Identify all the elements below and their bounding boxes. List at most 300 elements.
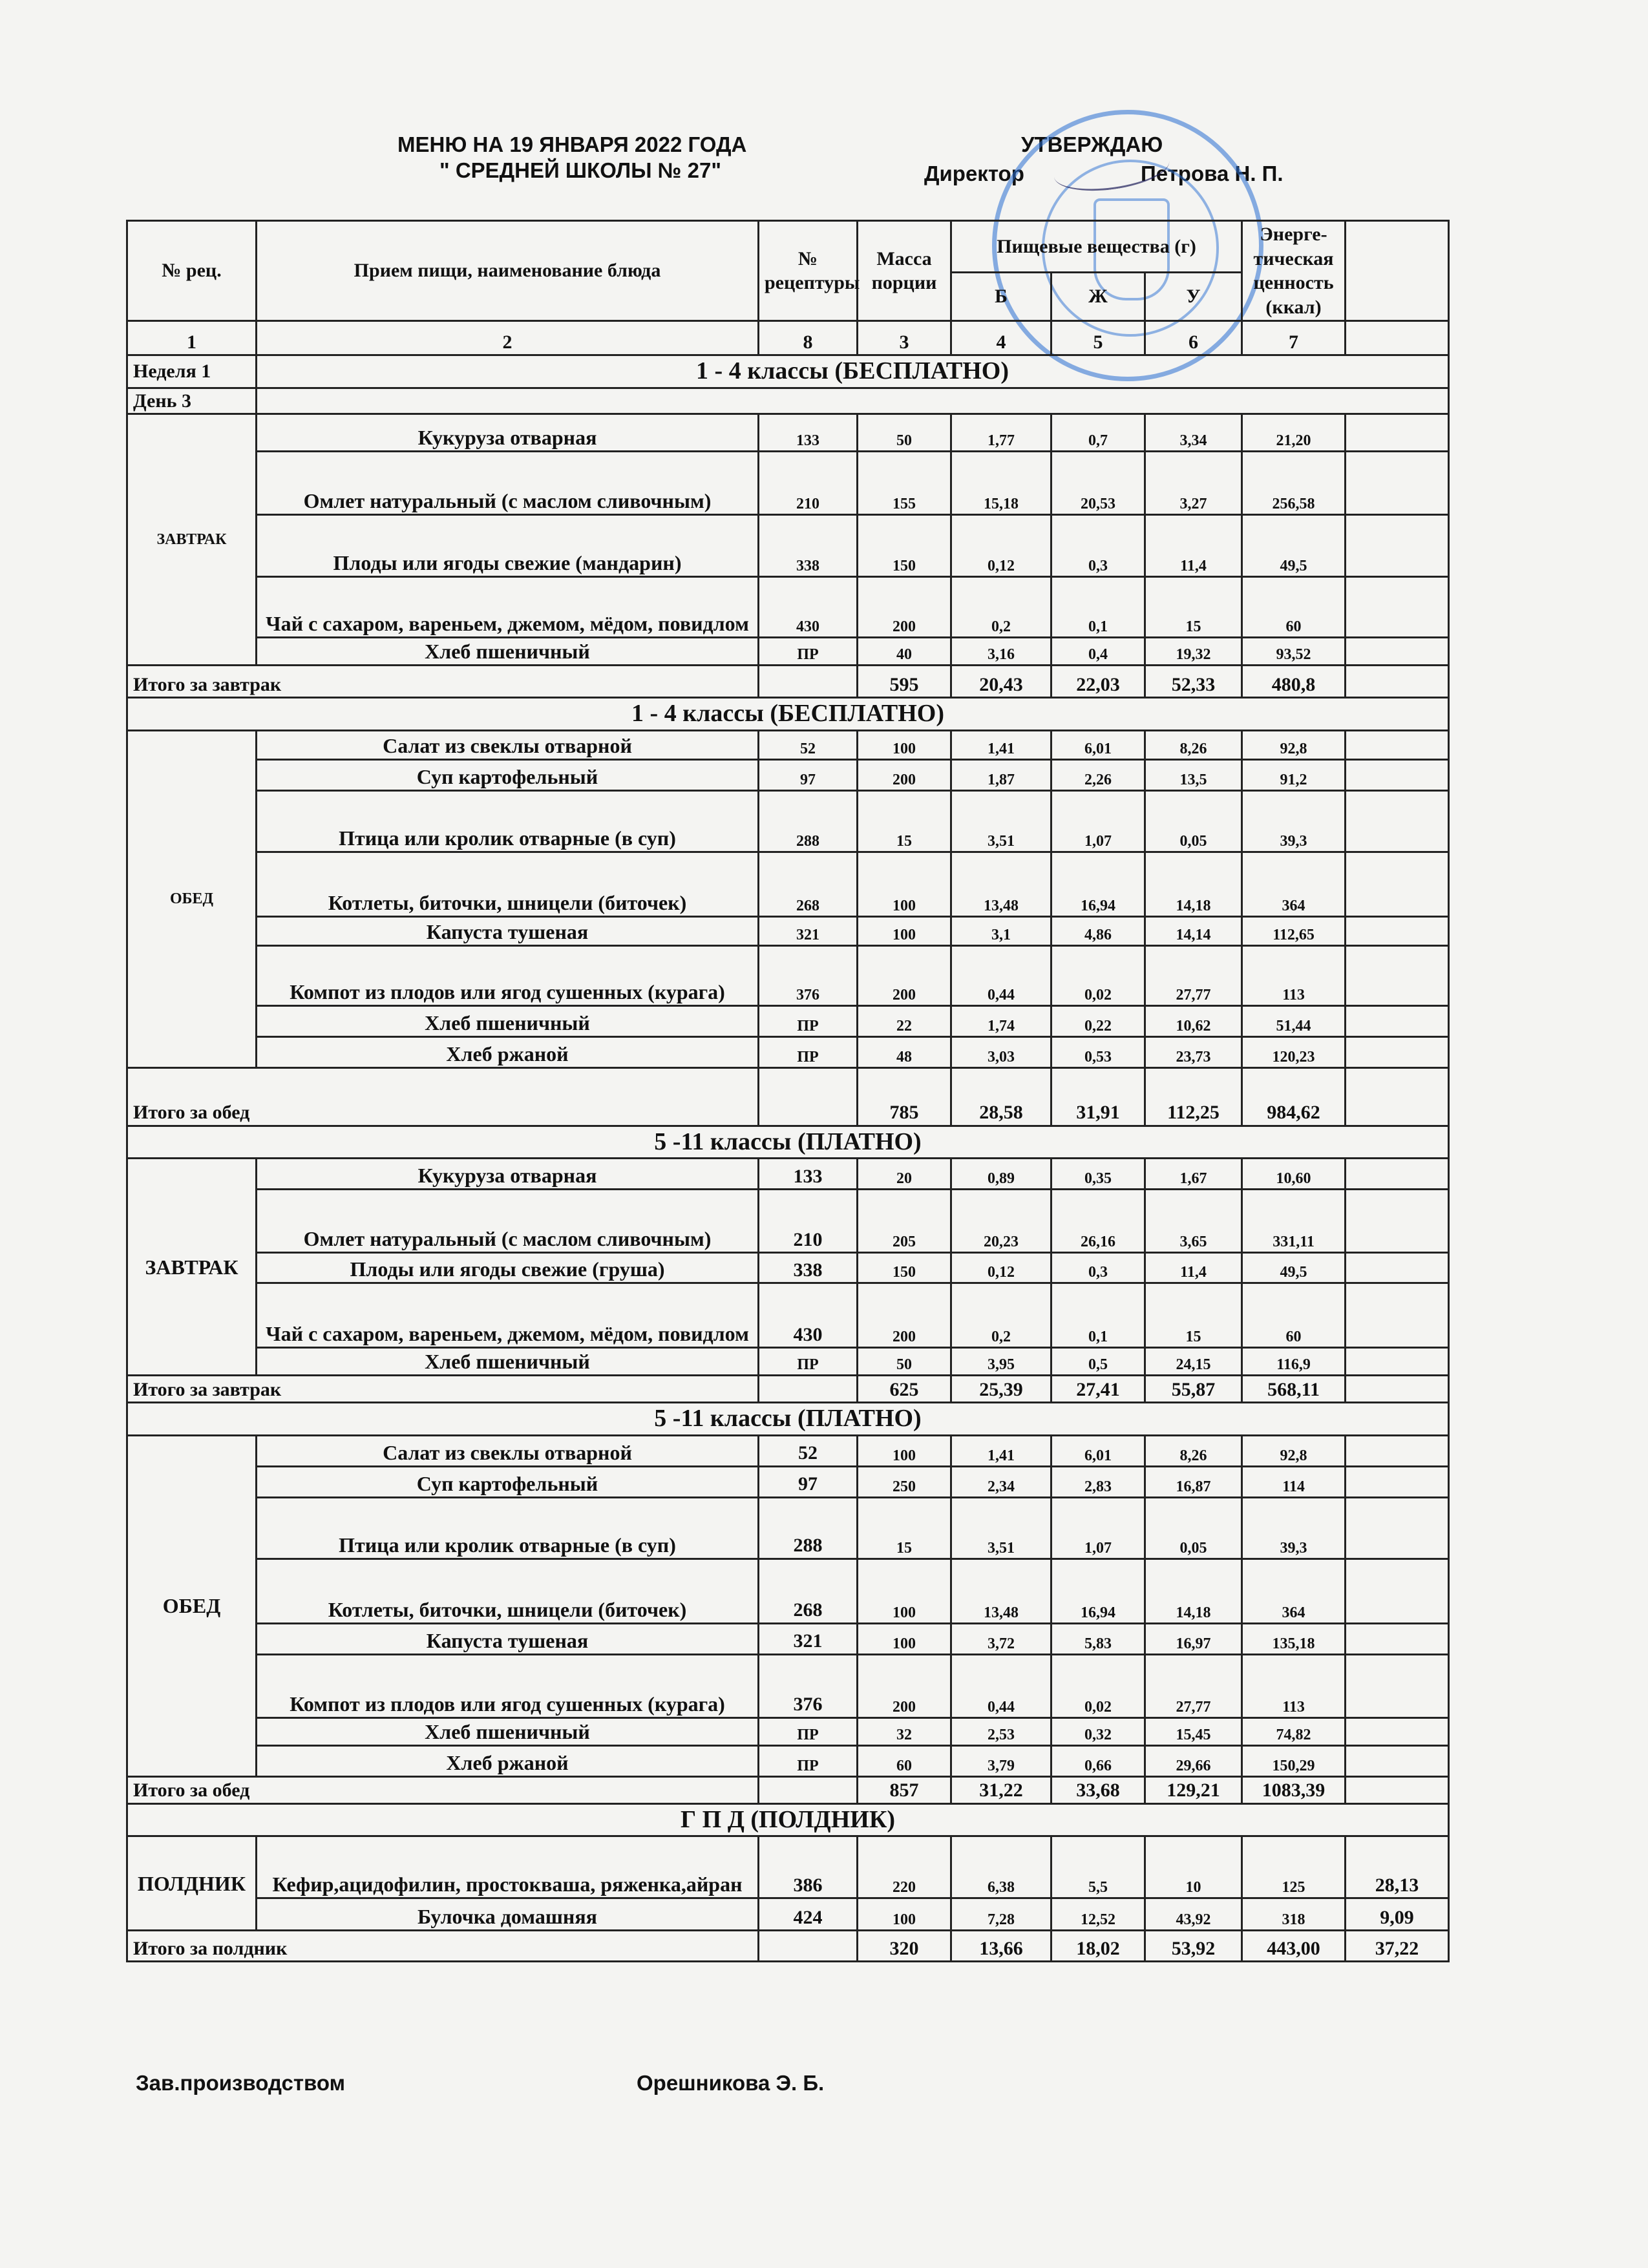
- value-cell: 13,48: [951, 1559, 1051, 1623]
- value-cell: 40: [858, 638, 951, 666]
- dish-name: Булочка домашняя: [257, 1898, 759, 1931]
- table-row: [127, 638, 1449, 666]
- value-cell: 0,1: [1051, 1283, 1145, 1348]
- dish-name: Салат из свеклы отварной: [257, 730, 759, 759]
- value-cell: 5,83: [1051, 1623, 1145, 1654]
- empty-cell: [1346, 945, 1449, 1005]
- value-cell: 200: [858, 577, 951, 638]
- total-label: Итого за обед: [127, 1067, 759, 1126]
- value-cell: 0,2: [951, 577, 1051, 638]
- total-value: 129,21: [1145, 1776, 1242, 1803]
- value-cell: 321: [759, 916, 858, 945]
- value-cell: ПР: [759, 1745, 858, 1776]
- table-row: [127, 1836, 1449, 1898]
- value-cell: 3,65: [1145, 1190, 1242, 1253]
- table-row: [127, 1005, 1449, 1036]
- value-cell: 50: [858, 1348, 951, 1376]
- total-value: 53,92: [1145, 1931, 1242, 1962]
- value-cell: 11,4: [1145, 1253, 1242, 1283]
- value-cell: 15: [1145, 577, 1242, 638]
- total-value: 28,58: [951, 1067, 1051, 1126]
- meal-label: ОБЕД: [127, 1435, 257, 1776]
- empty-cell: [1346, 1497, 1449, 1559]
- empty-cell: [1346, 1348, 1449, 1376]
- value-cell: 3,51: [951, 1497, 1051, 1559]
- total-value: 320: [858, 1931, 951, 1962]
- dish-name: Птица или кролик отварные (в суп): [257, 790, 759, 852]
- total-value: 443,00: [1242, 1931, 1346, 1962]
- value-cell: 200: [858, 1654, 951, 1717]
- value-cell: 16,94: [1051, 852, 1145, 916]
- value-cell: 318: [1242, 1898, 1346, 1931]
- empty-cell: [1346, 759, 1449, 790]
- value-cell: 22: [858, 1005, 951, 1036]
- value-cell: 0,1: [1051, 577, 1145, 638]
- value-cell: ПР: [759, 1348, 858, 1376]
- director-label: Директор: [924, 162, 1024, 185]
- value-cell: 24,15: [1145, 1348, 1242, 1376]
- value-cell: 4,86: [1051, 916, 1145, 945]
- value-cell: 0,22: [1051, 1005, 1145, 1036]
- dish-name: Кефир,ацидофилин, простокваша, ряженка,айран: [257, 1836, 759, 1898]
- value-cell: 0,02: [1051, 1654, 1145, 1717]
- table-row: [127, 916, 1449, 945]
- empty-cell: [1346, 730, 1449, 759]
- value-cell: 0,3: [1051, 1253, 1145, 1283]
- total-value: 33,68: [1051, 1776, 1145, 1803]
- value-cell: 14,14: [1145, 916, 1242, 945]
- meal-label: ОБЕД: [127, 730, 257, 1067]
- col-head-num: № рец.: [127, 221, 257, 321]
- col-head-u: У: [1145, 273, 1242, 321]
- lunch-1-4: [127, 730, 1449, 1067]
- value-cell: 364: [1242, 1559, 1346, 1623]
- value-cell: 97: [759, 1466, 858, 1497]
- total-value: 480,8: [1242, 666, 1346, 698]
- col-number: 7: [1242, 321, 1346, 355]
- total-value: 568,11: [1242, 1376, 1346, 1403]
- total-row: [127, 666, 1449, 698]
- table-row: [127, 1466, 1449, 1497]
- dish-name: Суп картофельный: [257, 1466, 759, 1497]
- value-cell: 20: [858, 1159, 951, 1190]
- dish-name: Омлет натуральный (с маслом сливочным): [257, 1190, 759, 1253]
- value-cell: 0,44: [951, 1654, 1051, 1717]
- empty-cell: [1346, 414, 1449, 452]
- empty-cell: [1346, 577, 1449, 638]
- value-cell: 5,5: [1051, 1836, 1145, 1898]
- col-number: 1: [127, 321, 257, 355]
- value-cell: 210: [759, 1190, 858, 1253]
- table-row: [127, 1348, 1449, 1376]
- value-cell: 3,95: [951, 1348, 1051, 1376]
- value-cell: 112,65: [1242, 916, 1346, 945]
- day-label: День 3: [127, 388, 257, 414]
- dish-name: Котлеты, биточки, шницели (биточек): [257, 852, 759, 916]
- value-cell: 19,32: [1145, 638, 1242, 666]
- value-cell: 150,29: [1242, 1745, 1346, 1776]
- value-cell: 12,52: [1051, 1898, 1145, 1931]
- value-cell: 27,77: [1145, 1654, 1242, 1717]
- empty-cell: [759, 1067, 858, 1126]
- value-cell: 100: [858, 852, 951, 916]
- value-cell: 1,07: [1051, 1497, 1145, 1559]
- col-head-zh: Ж: [1051, 273, 1145, 321]
- table-row: [127, 790, 1449, 852]
- value-cell: 14,18: [1145, 1559, 1242, 1623]
- empty-cell: [1346, 1717, 1449, 1745]
- dish-name: Птица или кролик отварные (в суп): [257, 1497, 759, 1559]
- value-cell: 288: [759, 790, 858, 852]
- col-number: 3: [858, 321, 951, 355]
- col-number: 2: [257, 321, 759, 355]
- value-cell: 364: [1242, 852, 1346, 916]
- dish-name: Кукуруза отварная: [257, 1159, 759, 1190]
- value-cell: 52: [759, 730, 858, 759]
- value-cell: ПР: [759, 638, 858, 666]
- empty-cell: [1346, 790, 1449, 852]
- value-cell: 338: [759, 1253, 858, 1283]
- table-row: [127, 945, 1449, 1005]
- total-value: 18,02: [1051, 1931, 1145, 1962]
- value-cell: 321: [759, 1623, 858, 1654]
- value-cell: 150: [858, 1253, 951, 1283]
- total-value: 20,43: [951, 666, 1051, 698]
- value-cell: 113: [1242, 1654, 1346, 1717]
- breakfast-1-4-total: [127, 666, 1449, 698]
- value-cell: 7,28: [951, 1898, 1051, 1931]
- value-cell: 100: [858, 1435, 951, 1466]
- value-cell: 3,34: [1145, 414, 1242, 452]
- col-head-extra: [1346, 221, 1449, 321]
- col-number: 4: [951, 321, 1051, 355]
- total-value: 31,22: [951, 1776, 1051, 1803]
- table-row: [127, 1159, 1449, 1190]
- dish-name: Капуста тушеная: [257, 916, 759, 945]
- section-heading: 5 -11 классы (ПЛАТНО): [127, 1403, 1449, 1436]
- total-value: 984,62: [1242, 1067, 1346, 1126]
- section-heading: 1 - 4 классы (БЕСПЛАТНО): [257, 355, 1449, 388]
- empty-cell: [1346, 1005, 1449, 1036]
- value-cell: 100: [858, 1898, 951, 1931]
- total-value: 22,03: [1051, 666, 1145, 698]
- value-cell: 2,26: [1051, 759, 1145, 790]
- total-row: [127, 1067, 1449, 1126]
- value-cell: 120,23: [1242, 1036, 1346, 1067]
- empty-cell: [1346, 852, 1449, 916]
- total-label: Итого за завтрак: [127, 666, 759, 698]
- dish-name: Капуста тушеная: [257, 1623, 759, 1654]
- empty-cell: [759, 1931, 858, 1962]
- empty-cell: [759, 666, 858, 698]
- table-row: [127, 759, 1449, 790]
- total-row: [127, 1376, 1449, 1403]
- snack-total: [127, 1931, 1449, 1962]
- col-head-recipe: № рецептуры: [759, 221, 858, 321]
- value-cell: 13,48: [951, 852, 1051, 916]
- value-cell: 0,3: [1051, 515, 1145, 577]
- value-cell: 49,5: [1242, 515, 1346, 577]
- value-cell: 376: [759, 1654, 858, 1717]
- value-cell: 23,73: [1145, 1036, 1242, 1067]
- col-head-dish: Прием пищи, наименование блюда: [257, 221, 759, 321]
- value-cell: 288: [759, 1497, 858, 1559]
- value-cell: 0,35: [1051, 1159, 1145, 1190]
- table-row: [127, 1623, 1449, 1654]
- value-cell: 16,87: [1145, 1466, 1242, 1497]
- footer-name: Орешникова Э. Б.: [637, 2071, 825, 2095]
- table-row: [127, 1559, 1449, 1623]
- value-cell: 20,53: [1051, 452, 1145, 515]
- dish-name: Хлеб ржаной: [257, 1036, 759, 1067]
- empty-cell: [1346, 1435, 1449, 1466]
- value-cell: 39,3: [1242, 1497, 1346, 1559]
- dish-name: Хлеб пшеничный: [257, 1005, 759, 1036]
- lunch-5-11: [127, 1435, 1449, 1776]
- empty-cell: [1346, 1190, 1449, 1253]
- meal-label: ПОЛДНИК: [127, 1836, 257, 1931]
- empty-cell: [1346, 1776, 1449, 1803]
- value-cell: 0,5: [1051, 1348, 1145, 1376]
- breakfast-1-4: [127, 414, 1449, 666]
- dish-name: Хлеб пшеничный: [257, 1348, 759, 1376]
- total-value: 112,25: [1145, 1067, 1242, 1126]
- table-row: [127, 1717, 1449, 1745]
- value-cell: 11,4: [1145, 515, 1242, 577]
- value-cell: 100: [858, 1559, 951, 1623]
- total-value: 31,91: [1051, 1067, 1145, 1126]
- value-cell: 91,2: [1242, 759, 1346, 790]
- director-name: Петрова Н. П.: [1141, 162, 1284, 185]
- dish-name: Хлеб пшеничный: [257, 638, 759, 666]
- value-cell: 10,60: [1242, 1159, 1346, 1190]
- table-row: [127, 852, 1449, 916]
- dish-name: Плоды или ягоды свежие (груша): [257, 1253, 759, 1283]
- dish-name: Чай с сахаром, вареньем, джемом, мёдом, повидлом: [257, 1283, 759, 1348]
- total-value: 595: [858, 666, 951, 698]
- value-cell: 28,13: [1346, 1836, 1449, 1898]
- value-cell: 49,5: [1242, 1253, 1346, 1283]
- value-cell: 6,01: [1051, 730, 1145, 759]
- value-cell: 424: [759, 1898, 858, 1931]
- dish-name: Салат из свеклы отварной: [257, 1435, 759, 1466]
- value-cell: 268: [759, 852, 858, 916]
- value-cell: 3,1: [951, 916, 1051, 945]
- dish-name: Омлет натуральный (с маслом сливочным): [257, 452, 759, 515]
- section-heading: 5 -11 классы (ПЛАТНО): [127, 1126, 1449, 1159]
- value-cell: 338: [759, 515, 858, 577]
- value-cell: ПР: [759, 1717, 858, 1745]
- table-row: [127, 1283, 1449, 1348]
- dish-name: Компот из плодов или ягод сушенных (курага): [257, 1654, 759, 1717]
- value-cell: 15: [858, 1497, 951, 1559]
- col-head-nutrients: Пищевые вещества (г): [951, 221, 1242, 273]
- value-cell: 116,9: [1242, 1348, 1346, 1376]
- value-cell: 21,20: [1242, 414, 1346, 452]
- value-cell: 32: [858, 1717, 951, 1745]
- col-head-energy: Энерге-тическая ценность (ккал): [1242, 221, 1346, 321]
- dish-name: Хлеб ржаной: [257, 1745, 759, 1776]
- value-cell: 0,2: [951, 1283, 1051, 1348]
- empty-cell: [1346, 1466, 1449, 1497]
- total-value: 52,33: [1145, 666, 1242, 698]
- value-cell: 15,18: [951, 452, 1051, 515]
- value-cell: 0,05: [1145, 790, 1242, 852]
- meal-label: ЗАВТРАК: [127, 1159, 257, 1376]
- value-cell: 0,32: [1051, 1717, 1145, 1745]
- value-cell: 1,87: [951, 759, 1051, 790]
- value-cell: 430: [759, 1283, 858, 1348]
- school-name: " СРЕДНЕЙ ШКОЛЫ № 27": [439, 158, 721, 182]
- empty-cell: [1346, 1559, 1449, 1623]
- value-cell: 1,41: [951, 730, 1051, 759]
- meal-label: ЗАВТРАК: [127, 414, 257, 666]
- value-cell: 2,53: [951, 1717, 1051, 1745]
- value-cell: 15,45: [1145, 1717, 1242, 1745]
- value-cell: 200: [858, 1283, 951, 1348]
- value-cell: 200: [858, 945, 951, 1005]
- value-cell: 0,02: [1051, 945, 1145, 1005]
- breakfast-5-11-total: [127, 1376, 1449, 1403]
- total-label: Итого за полдник: [127, 1931, 759, 1962]
- col-head-b: Б: [951, 273, 1051, 321]
- value-cell: 3,79: [951, 1745, 1051, 1776]
- value-cell: 27,77: [1145, 945, 1242, 1005]
- value-cell: 74,82: [1242, 1717, 1346, 1745]
- value-cell: 133: [759, 414, 858, 452]
- value-cell: 6,01: [1051, 1435, 1145, 1466]
- value-cell: 48: [858, 1036, 951, 1067]
- value-cell: 29,66: [1145, 1745, 1242, 1776]
- value-cell: 15: [858, 790, 951, 852]
- total-value: 785: [858, 1067, 951, 1126]
- value-cell: 125: [1242, 1836, 1346, 1898]
- value-cell: 135,18: [1242, 1623, 1346, 1654]
- empty-cell: [1346, 515, 1449, 577]
- value-cell: 43,92: [1145, 1898, 1242, 1931]
- value-cell: 0,53: [1051, 1036, 1145, 1067]
- value-cell: 14,18: [1145, 852, 1242, 916]
- week-label: Неделя 1: [127, 355, 257, 388]
- footer-role: Зав.производством: [136, 2071, 346, 2095]
- col-number: 8: [759, 321, 858, 355]
- empty-cell: [1346, 1654, 1449, 1717]
- dish-name: Котлеты, биточки, шницели (биточек): [257, 1559, 759, 1623]
- table-row: [127, 1435, 1449, 1466]
- snack: [127, 1836, 1449, 1931]
- empty-cell: [1346, 638, 1449, 666]
- table-row: [127, 1253, 1449, 1283]
- value-cell: 114: [1242, 1466, 1346, 1497]
- value-cell: 93,52: [1242, 638, 1346, 666]
- total-label: Итого за обед: [127, 1776, 759, 1803]
- table-row: [127, 730, 1449, 759]
- value-cell: 60: [1242, 1283, 1346, 1348]
- value-cell: 97: [759, 759, 858, 790]
- dish-name: Хлеб пшеничный: [257, 1717, 759, 1745]
- value-cell: 0,05: [1145, 1497, 1242, 1559]
- empty-cell: [1346, 1623, 1449, 1654]
- total-value: 37,22: [1346, 1931, 1449, 1962]
- empty-cell: [1346, 1283, 1449, 1348]
- table-row: [127, 414, 1449, 452]
- value-cell: 0,12: [951, 1253, 1051, 1283]
- value-cell: 26,16: [1051, 1190, 1145, 1253]
- value-cell: 1,77: [951, 414, 1051, 452]
- empty-cell: [1346, 1067, 1449, 1126]
- empty-cell: [1346, 916, 1449, 945]
- value-cell: 0,12: [951, 515, 1051, 577]
- value-cell: 0,7: [1051, 414, 1145, 452]
- table-row: [127, 452, 1449, 515]
- table-row: [127, 515, 1449, 577]
- approve-label: УТВЕРЖДАЮ: [1021, 132, 1163, 156]
- value-cell: 13,5: [1145, 759, 1242, 790]
- value-cell: 0,89: [951, 1159, 1051, 1190]
- empty-cell: [1346, 1376, 1449, 1403]
- empty-cell: [1346, 1745, 1449, 1776]
- value-cell: ПР: [759, 1005, 858, 1036]
- value-cell: 1,74: [951, 1005, 1051, 1036]
- value-cell: 50: [858, 414, 951, 452]
- total-label: Итого за завтрак: [127, 1376, 759, 1403]
- dish-name: Кукуруза отварная: [257, 414, 759, 452]
- value-cell: 250: [858, 1466, 951, 1497]
- dish-name: Плоды или ягоды свежие (мандарин): [257, 515, 759, 577]
- value-cell: 92,8: [1242, 730, 1346, 759]
- menu-title: МЕНЮ НА 19 ЯНВАРЯ 2022 ГОДА: [397, 132, 747, 156]
- value-cell: 1,41: [951, 1435, 1051, 1466]
- empty-cell: [759, 1376, 858, 1403]
- total-row: [127, 1776, 1449, 1803]
- value-cell: 3,72: [951, 1623, 1051, 1654]
- lunch-1-4-total: [127, 1067, 1449, 1126]
- value-cell: 16,97: [1145, 1623, 1242, 1654]
- value-cell: 133: [759, 1159, 858, 1190]
- empty-cell: [1346, 1036, 1449, 1067]
- value-cell: 205: [858, 1190, 951, 1253]
- value-cell: 6,38: [951, 1836, 1051, 1898]
- value-cell: 210: [759, 452, 858, 515]
- table-row: [127, 1745, 1449, 1776]
- empty-cell: [1346, 452, 1449, 515]
- total-value: 857: [858, 1776, 951, 1803]
- breakfast-5-11: [127, 1159, 1449, 1376]
- total-value: 625: [858, 1376, 951, 1403]
- empty-cell: [1346, 666, 1449, 698]
- value-cell: 256,58: [1242, 452, 1346, 515]
- empty-cell: [1346, 1253, 1449, 1283]
- col-number: 5: [1051, 321, 1145, 355]
- total-value: 55,87: [1145, 1376, 1242, 1403]
- value-cell: 39,3: [1242, 790, 1346, 852]
- section-heading: 1 - 4 классы (БЕСПЛАТНО): [127, 698, 1449, 731]
- value-cell: 92,8: [1242, 1435, 1346, 1466]
- empty-cell: [759, 1776, 858, 1803]
- value-cell: 3,16: [951, 638, 1051, 666]
- value-cell: 51,44: [1242, 1005, 1346, 1036]
- menu-table: [126, 220, 1450, 1962]
- value-cell: 100: [858, 730, 951, 759]
- value-cell: 155: [858, 452, 951, 515]
- lunch-5-11-total: [127, 1776, 1449, 1803]
- value-cell: 100: [858, 916, 951, 945]
- value-cell: 0,44: [951, 945, 1051, 1005]
- value-cell: 268: [759, 1559, 858, 1623]
- value-cell: 1,07: [1051, 790, 1145, 852]
- col-number: 6: [1145, 321, 1242, 355]
- value-cell: 200: [858, 759, 951, 790]
